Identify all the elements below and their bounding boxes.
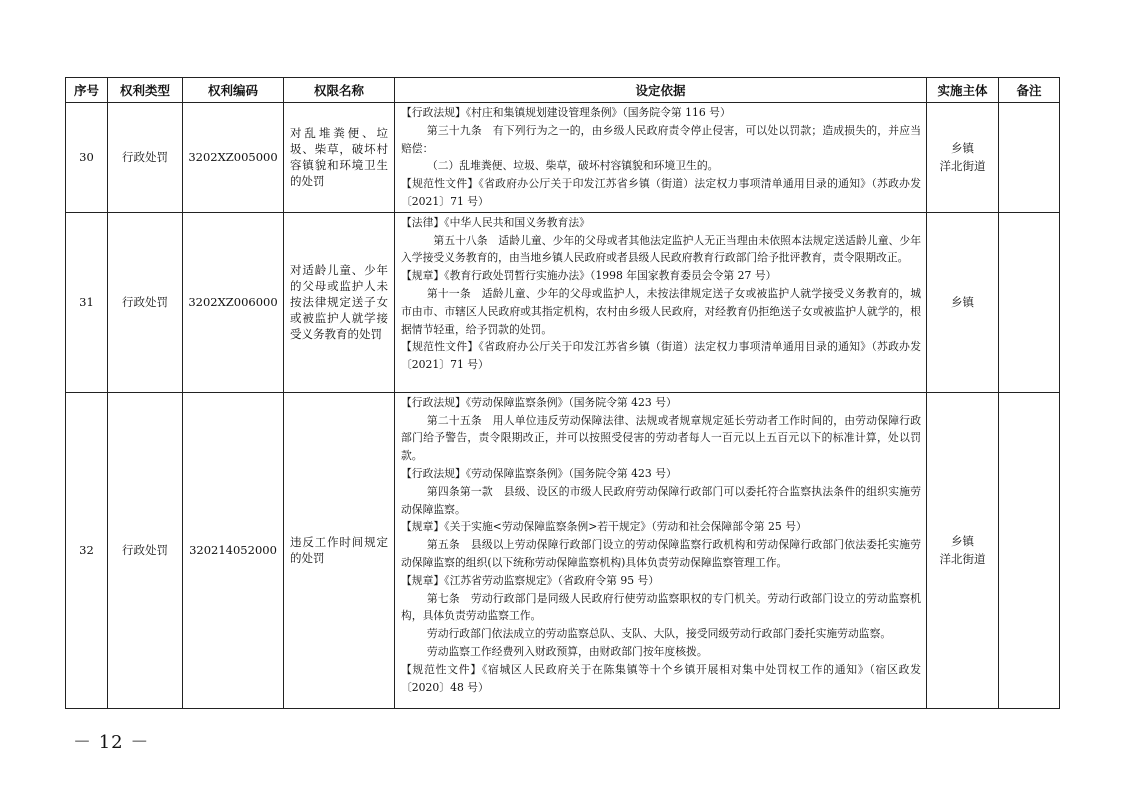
subject-line: 乡镇: [951, 295, 974, 310]
row-no: 32: [66, 392, 108, 708]
row-subject: [927, 212, 999, 392]
basis-line: 【行政法规】《村庄和集镇规划建设管理条例》（国务院令第 116 号）: [401, 106, 731, 119]
basis-line: 第十一条 适龄儿童、少年的父母或监护人，未按法律规定送子女或被监护人就学接受义务教育的，城市由市、市辖区人民政府或其指定机构，农村由乡级人民政府，对经教育仍拒绝送子女或被监护人就学的，根据情节轻重，给予罚款的处罚。: [401, 286, 921, 336]
subject-line: 乡镇: [951, 534, 974, 549]
row-name: 对乱堆粪便、垃圾、柴草，破坏村容镇貌和环境卫生的处罚: [284, 103, 395, 213]
basis-line: 第七条 劳动行政部门是同级人民政府行使劳动监察职权的专门机关。劳动行政部门设立的劳动监察机构，具体负责劳动监察工作。: [401, 591, 921, 623]
basis-line: 第二十五条 用人单位违反劳动保障法律、法规或者规章规定延长劳动者工作时间的，由劳动保障行政部门给予警告，责令限期改正，并可以按照受侵害的劳动者每人一百元以上五百元以下的标准计算，处以罚款。: [401, 413, 921, 463]
basis-line: 【规范性文件】《宿城区人民政府关于在陈集镇等十个乡镇开展相对集中处罚权工作的通知》（宿区政发〔2020〕48 号）: [401, 662, 921, 694]
row-name: 违反工作时间规定的处罚: [284, 392, 395, 708]
page-number: － 12 －: [73, 732, 150, 753]
header-remark: 备注: [999, 78, 1060, 103]
row-code: 3202XZ005000: [183, 103, 284, 213]
row-no: 31: [66, 212, 108, 392]
basis-line: 第三十九条 有下列行为之一的，由乡级人民政府责令停止侵害，可以处以罚款；造成损失的，并应当赔偿：: [401, 123, 921, 155]
row-type: 行政处罚: [108, 392, 183, 708]
basis-line: 第四条第一款 县级、设区的市级人民政府劳动保障行政部门可以委托符合监察执法条件的组织实施劳动保障监察。: [401, 484, 921, 516]
row-remark: [999, 103, 1060, 213]
basis-line: 【规范性文件】《省政府办公厅关于印发江苏省乡镇（街道）法定权力事项清单通用目录的通知》（苏政办发〔2021〕71 号）: [401, 340, 921, 372]
subject-line: 乡镇: [951, 141, 974, 156]
subject-line: 洋北街道: [939, 552, 986, 567]
row-code: 320214052000: [183, 392, 284, 708]
row-code: 3202XZ006000: [183, 212, 284, 392]
header-name: 权限名称: [284, 78, 395, 103]
basis-line: 第五十八条 适龄儿童、少年的父母或者其他法定监护人无正当理由未依照本法规定送适龄儿童、少年入学接受义务教育的，由当地乡镇人民政府或者县级人民政府教育行政部门给予批评教育，责令限期改正。: [401, 233, 921, 265]
row-basis: [395, 392, 927, 708]
row-type: 行政处罚: [108, 212, 183, 392]
subject-line: 洋北街道: [939, 159, 986, 174]
basis-line: 第五条 县级以上劳动保障行政部门设立的劳动保障监察行政机构和劳动保障行政部门依法委托实施劳动保障监察的组织(以下统称劳动保障监察机构)具体负责劳动保障监察管理工作。: [401, 538, 921, 569]
document-page: [65, 77, 1059, 709]
table-row: [66, 103, 1060, 213]
basis-line: 【法律】《中华人民共和国义务教育法》: [401, 215, 590, 229]
row-basis: [395, 212, 927, 392]
row-name: 对适龄儿童、少年的父母或监护人未按法律规定送子女或被监护人就学接受义务教育的处罚: [284, 212, 395, 392]
basis-line: （二）乱堆粪便、垃圾、柴草，破坏村容镇貌和环境卫生的。: [426, 159, 719, 173]
row-subject: [927, 392, 999, 708]
basis-line: 【规范性文件】《省政府办公厅关于印发江苏省乡镇（街道）法定权力事项清单通用目录的通知》（苏政办发〔2021〕71 号）: [401, 177, 921, 208]
table-row: [66, 392, 1060, 708]
basis-line: 【规章】《教育行政处罚暂行实施办法》（1998 年国家教育委员会令第 27 号）: [401, 269, 777, 283]
table-header-row: [66, 78, 1060, 103]
power-list-table: [65, 77, 1060, 709]
row-subject: [927, 103, 999, 213]
basis-line: 【行政法规】《劳动保障监察条例》（国务院令第 423 号）: [401, 466, 677, 480]
basis-line: 【规章】《江苏省劳动监察规定》（省政府令第 95 号）: [401, 573, 660, 587]
header-type: 权利类型: [108, 78, 183, 103]
basis-line: 劳动监察工作经费列入财政预算，由财政部门按年度核拨。: [426, 644, 708, 658]
header-subject: 实施主体: [927, 78, 999, 103]
basis-line: 【规章】《关于实施<劳动保障监察条例>若干规定》（劳动和社会保障部令第 25 号）: [401, 520, 807, 534]
table-row: [66, 212, 1060, 392]
row-remark: [999, 392, 1060, 708]
row-remark: [999, 212, 1060, 392]
basis-line: 劳动行政部门依法成立的劳动监察总队、支队、大队，接受同级劳动行政部门委托实施劳动监察。: [426, 627, 892, 641]
header-code: 权利编码: [183, 78, 284, 103]
header-no: 序号: [66, 78, 108, 103]
row-basis: [395, 103, 927, 213]
row-type: 行政处罚: [108, 103, 183, 213]
basis-line: 【行政法规】《劳动保障监察条例》（国务院令第 423 号）: [401, 395, 677, 409]
row-no: 30: [66, 103, 108, 213]
header-basis: 设定依据: [395, 78, 927, 103]
